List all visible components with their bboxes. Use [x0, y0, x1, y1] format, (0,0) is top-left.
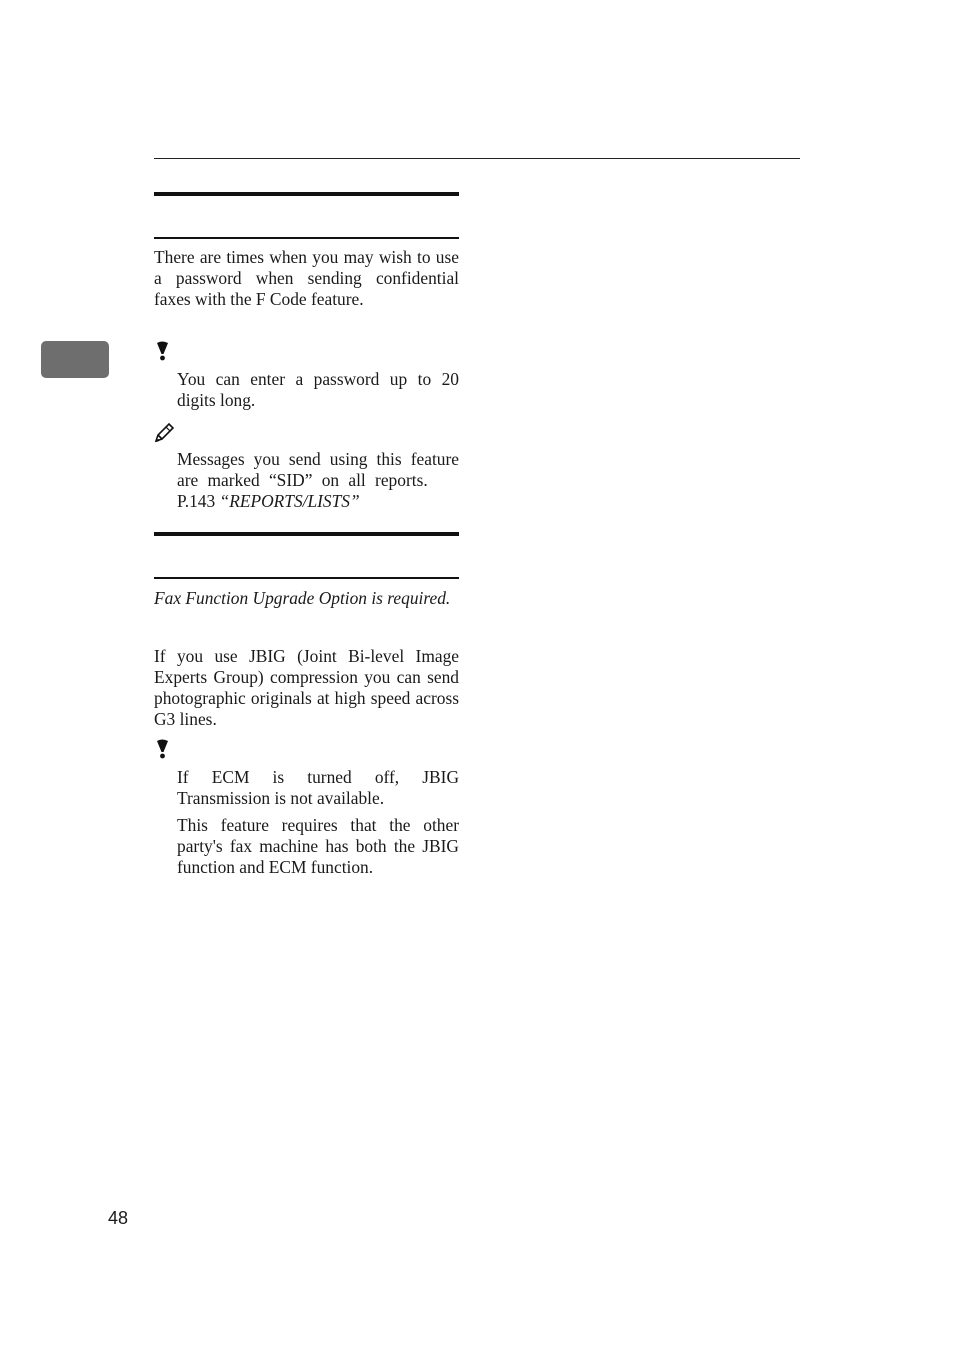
section2-body: If you use JBIG (Joint Bi-level Image Experts Group) compression you can send photographic originals at high speed across G3 lines. — [154, 646, 459, 729]
section1-heading-rule-top — [154, 192, 459, 196]
important-icon — [154, 739, 172, 759]
section1-body: There are times when you may wish to use a password when sending confidential faxes with the F Code feature. — [154, 247, 459, 309]
important-icon — [154, 341, 172, 361]
header-rule — [154, 158, 800, 159]
page-number: 48 — [108, 1208, 129, 1228]
note-text: Messages you send using this feature are marked “SID” on all reports. — [177, 449, 459, 490]
chapter-tab — [41, 341, 109, 378]
section2-heading-rule-top — [154, 532, 459, 536]
section2-important-note-2: This feature requires that the other party's fax machine has both the JBIG function and ECM function. — [177, 815, 459, 877]
note-pencil-icon — [154, 423, 174, 443]
section1-note — [177, 449, 459, 512]
section2-important-note-1: If ECM is turned off, JBIG Transmission is not available. — [177, 767, 459, 808]
section1-important-note: You can enter a password up to 20 digits long. — [177, 369, 459, 410]
reference-title: “REPORTS/LISTS” — [219, 491, 360, 511]
reference-page: P.143 — [177, 491, 216, 511]
section1-heading-rule-bottom — [154, 237, 459, 239]
section2-requirement: Fax Function Upgrade Option is required. — [154, 588, 451, 608]
section2-heading-rule-bottom — [154, 577, 459, 579]
